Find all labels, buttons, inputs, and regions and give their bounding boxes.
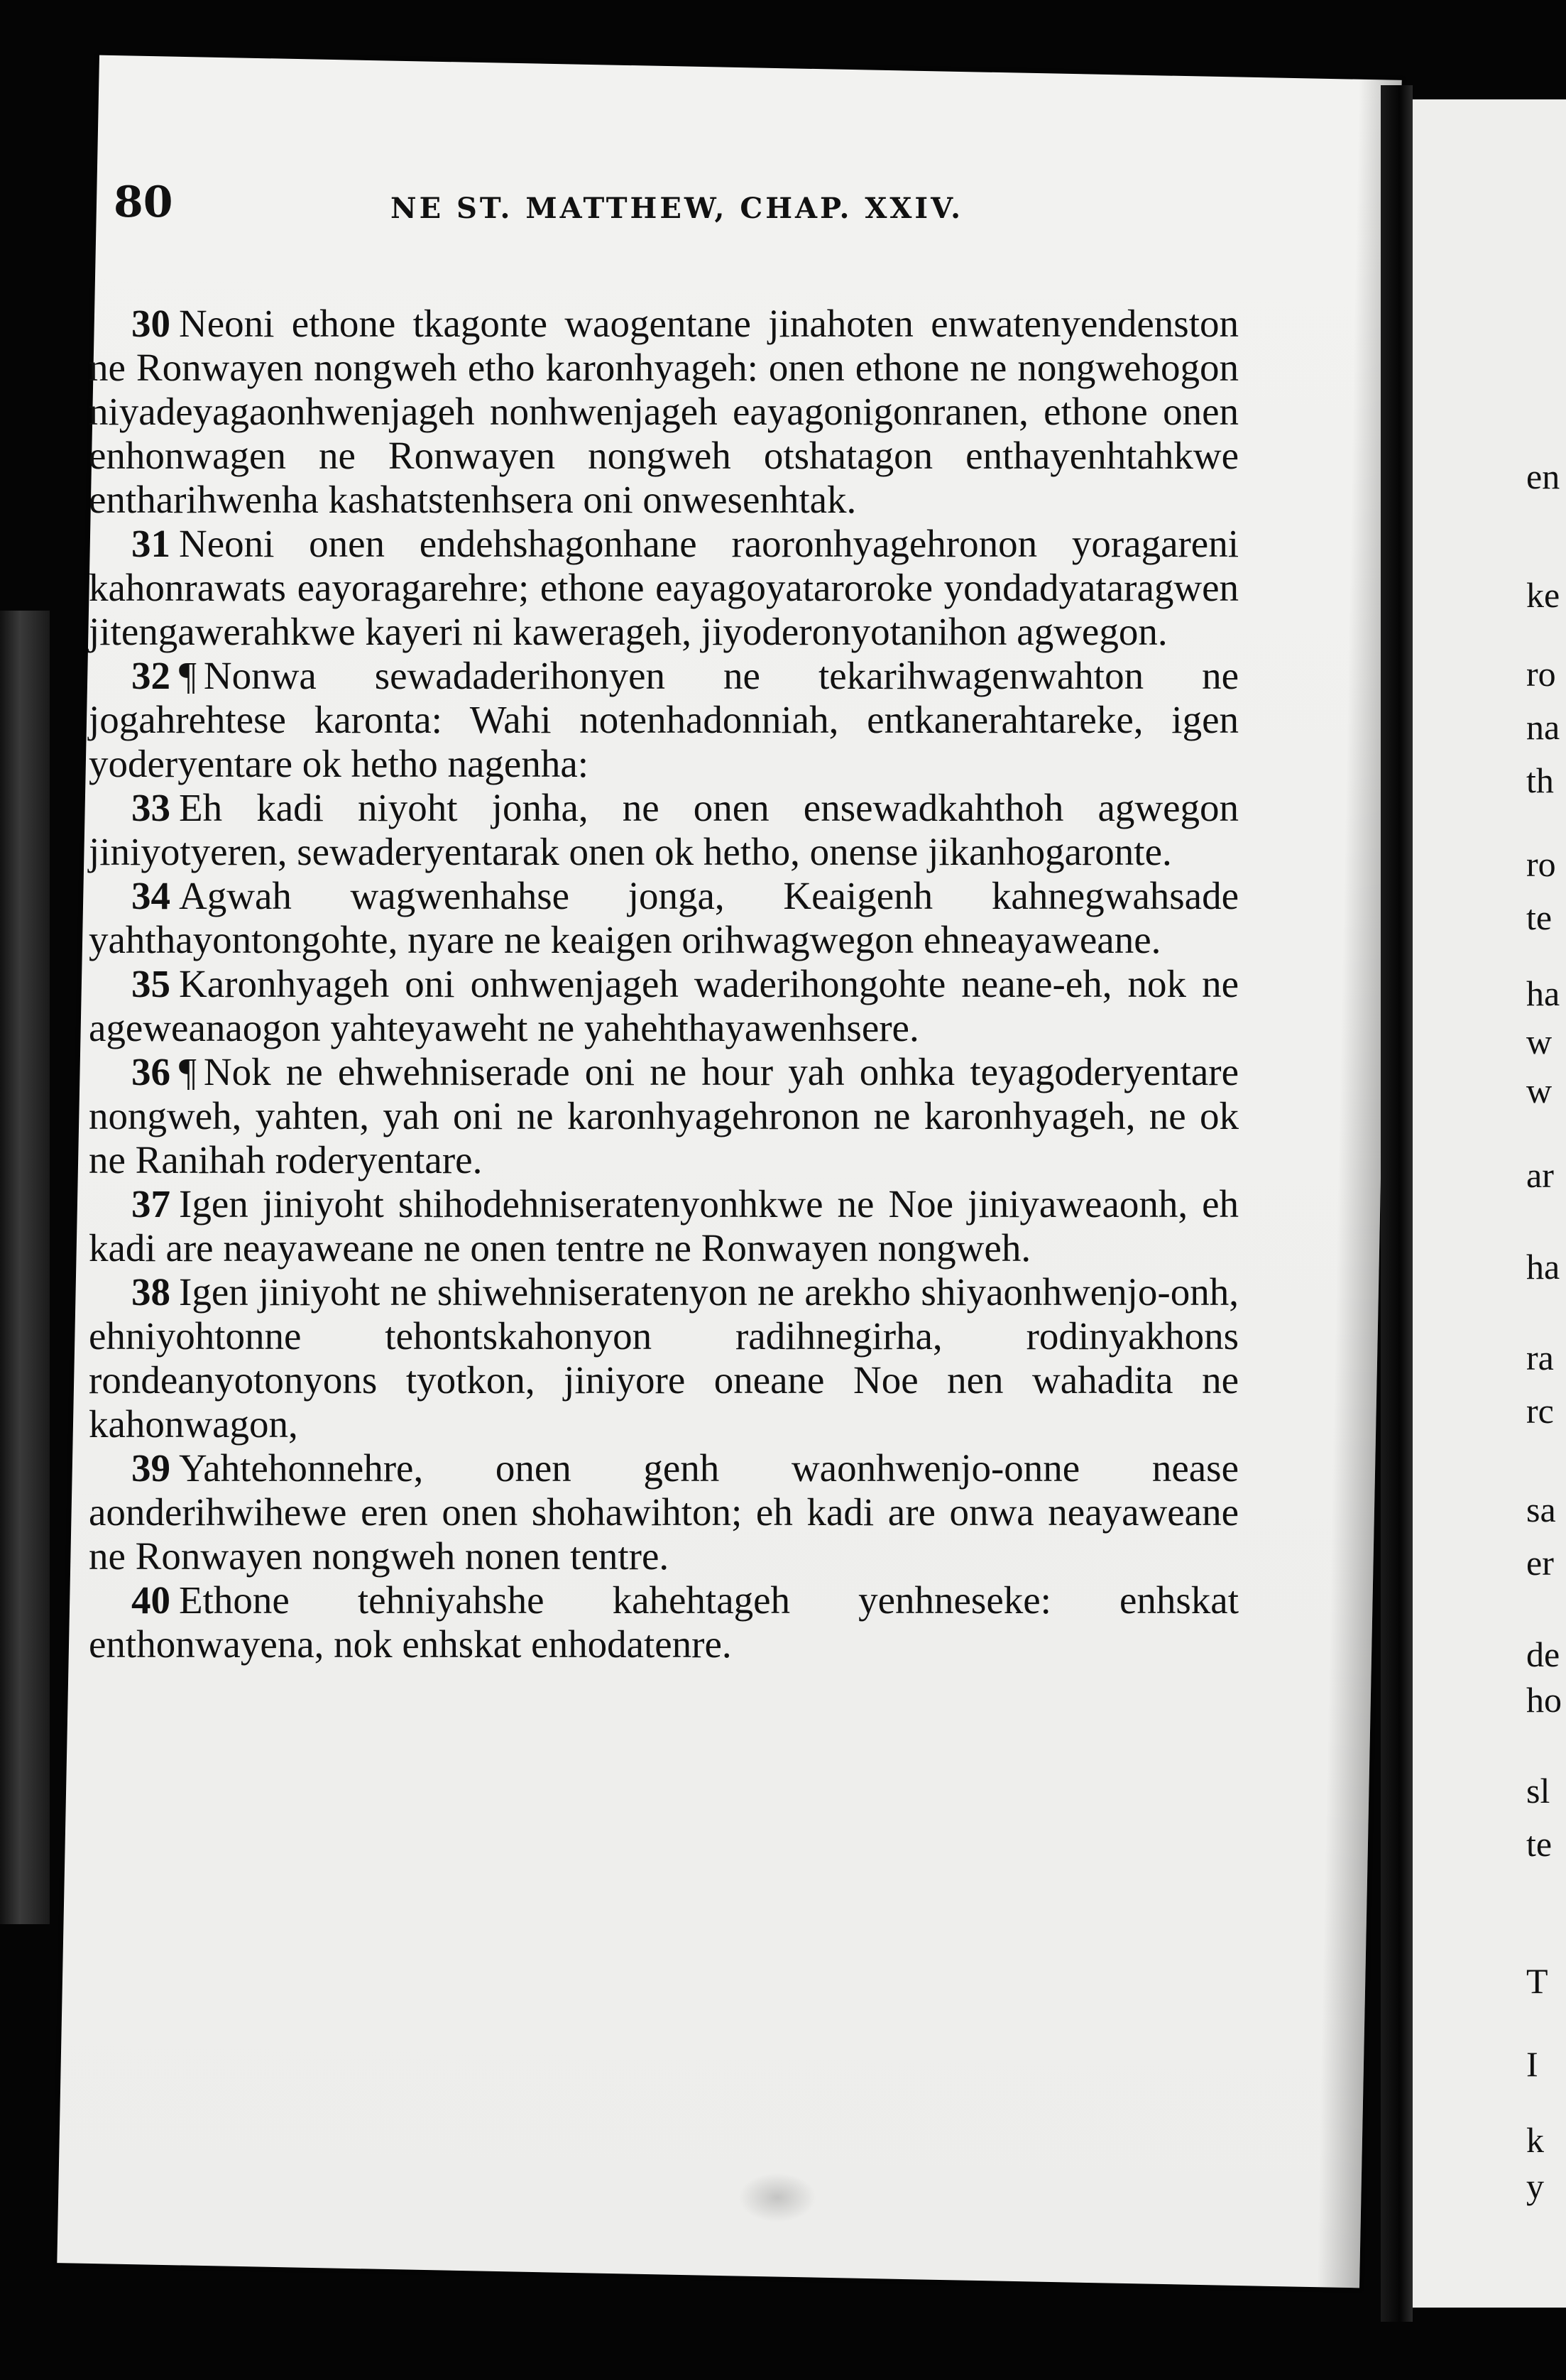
facing-page-fragment: sa (1526, 1490, 1556, 1530)
verse-number: 33 (131, 786, 170, 829)
facing-page-fragment: k (1526, 2120, 1544, 2161)
verse-number: 30 (131, 302, 170, 345)
facing-page-fragment: en (1526, 457, 1560, 496)
running-title: NE ST. MATTHEW, CHAP. XXIV. (390, 192, 964, 225)
verse-text: Nok ne ehwehniserade oni ne hour yah onhka teyagoderyentare nongweh, yahten, yah oni ne karonhyagehronon ne karonhyageh, ne ok ne Ranihah roderyentare. (89, 1050, 1239, 1181)
verse-text: Igen jiniyoht shihodehniseratenyonhkwe ne Noe jiniyaweaonh, eh kadi are neayaweane ne onen tentre ne Ronwayen nongweh. (89, 1182, 1239, 1270)
verse-body (89, 302, 1239, 1666)
verse-32 (89, 654, 1239, 786)
facing-page-fragment: ro (1526, 844, 1556, 884)
verse-number: 38 (131, 1270, 170, 1314)
verse-number: 35 (131, 962, 170, 1005)
facing-page-fragment: er (1526, 1543, 1554, 1583)
verse-number: 32 (131, 654, 170, 697)
facing-page-fragment: ho (1526, 1679, 1562, 1720)
verse-text: Igen jiniyoht ne shiwehniseratenyon ne arekho shiyaonhwenjo-onh, ehniyohtonne tehontskahonyon radihnegirha, rodinyakhons rondeanyotonyons tyotkon, jiniyore oneane Noe nen wahadita ne kahonwagon, (89, 1270, 1239, 1446)
facing-page-fragment: ha (1526, 973, 1560, 1013)
facing-page-fragment: ar (1526, 1155, 1554, 1196)
page-number: 80 (114, 178, 173, 227)
verse-text: Neoni onen endehshagonhane raoronhyagehronon yoragareni kahonrawats eayoragarehre; ethone eayagoyataroroke yondadyataragwen jitengawerahkwe kayeri ni kawerageh, jiyoderonyotanihon agwegon. (89, 522, 1239, 653)
verse-33 (89, 786, 1239, 874)
facing-page-fragment: w (1526, 1070, 1553, 1110)
pilcrow-mark: ¶ (179, 654, 197, 697)
ink-smudge (738, 2173, 816, 2222)
verse-text: Ethone tehniyahshe kahehtageh yenhneseke: enhskat enthonwayena, nok enhskat enhodatenre. (89, 1578, 1239, 1666)
facing-page-fragment: T (1526, 1960, 1548, 2001)
facing-page-fragment: I (1526, 2044, 1538, 2085)
verse-number: 39 (131, 1446, 170, 1490)
facing-page-fragment: th (1526, 760, 1554, 800)
facing-page-fragment: ha (1526, 1246, 1560, 1287)
book-spine-fold (1381, 85, 1413, 2322)
verse-text: Karonhyageh oni onhwenjageh waderihongohte neane-eh, nok ne ageweanaogon yahteyaweht ne yahehthayawenhsere. (89, 962, 1239, 1049)
verse-text: Neoni ethone tkagonte waogentane jinahoten enwatenyendenston ne Ronwayen nongweh etho karonhyageh: onen ethone ne nongwehogon niyadeyagaonhwenjageh nonhwenjageh eayagonigonranen, ethone onen enhonwagen ne Ronwayen nongweh otshatagon enthayenhtahkwe entharihwenha kashatstenhsera oni onwesenhtak. (89, 302, 1239, 521)
verse-39 (89, 1446, 1239, 1578)
verse-35 (89, 962, 1239, 1050)
verse-36 (89, 1050, 1239, 1182)
facing-page-text-fragments (1526, 0, 1566, 2380)
verse-number: 37 (131, 1182, 170, 1226)
verse-31 (89, 522, 1239, 654)
facing-page-fragment: te (1526, 897, 1553, 937)
verse-text: Eh kadi niyoht jonha, ne onen ensewadkahthoh agwegon jiniyotyeren, sewaderyentarak onen ok hetho, onense jikanhogaronte. (89, 786, 1239, 873)
page-header (114, 178, 1249, 234)
facing-page-fragment: ke (1526, 574, 1560, 615)
verse-number: 40 (131, 1578, 170, 1622)
facing-page-fragment: de (1526, 1634, 1560, 1674)
facing-page-fragment: rc (1526, 1391, 1554, 1431)
verse-number: 31 (131, 522, 170, 565)
verse-number: 34 (131, 874, 170, 917)
facing-page-fragment: w (1526, 1022, 1553, 1062)
facing-page-fragment: ro (1526, 654, 1556, 694)
facing-page-fragment: sl (1526, 1771, 1550, 1811)
verse-38 (89, 1270, 1239, 1446)
book-edge-shadow (0, 611, 50, 1924)
verse-40 (89, 1578, 1239, 1666)
pilcrow-mark: ¶ (179, 1050, 197, 1093)
verse-number: 36 (131, 1050, 170, 1093)
verse-37 (89, 1182, 1239, 1270)
verse-text: Yahtehonnehre, onen genh waonhwenjo-onne nease aonderihwihewe eren onen shohawihton; eh kadi are onwa neayaweane ne Ronwayen nongweh nonen tentre. (89, 1446, 1239, 1578)
verse-text: Nonwa sewadaderihonyen ne tekarihwagenwahton ne jogahrehtese karonta: Wahi notenhadonniah, entkanerahtareke, igen yoderyentare ok hetho nagenha: (89, 654, 1239, 785)
verse-34 (89, 874, 1239, 962)
facing-page-fragment: te (1526, 1824, 1553, 1864)
facing-page-fragment: ra (1526, 1338, 1554, 1378)
verse-text: Agwah wagwenhahse jonga, Keaigenh kahnegwahsade yahthayontongohte, nyare ne keaigen orihwagwegon ehneayaweane. (89, 874, 1239, 961)
facing-page-fragment: y (1526, 2166, 1544, 2206)
facing-page-fragment: na (1526, 707, 1560, 748)
verse-30 (89, 302, 1239, 522)
